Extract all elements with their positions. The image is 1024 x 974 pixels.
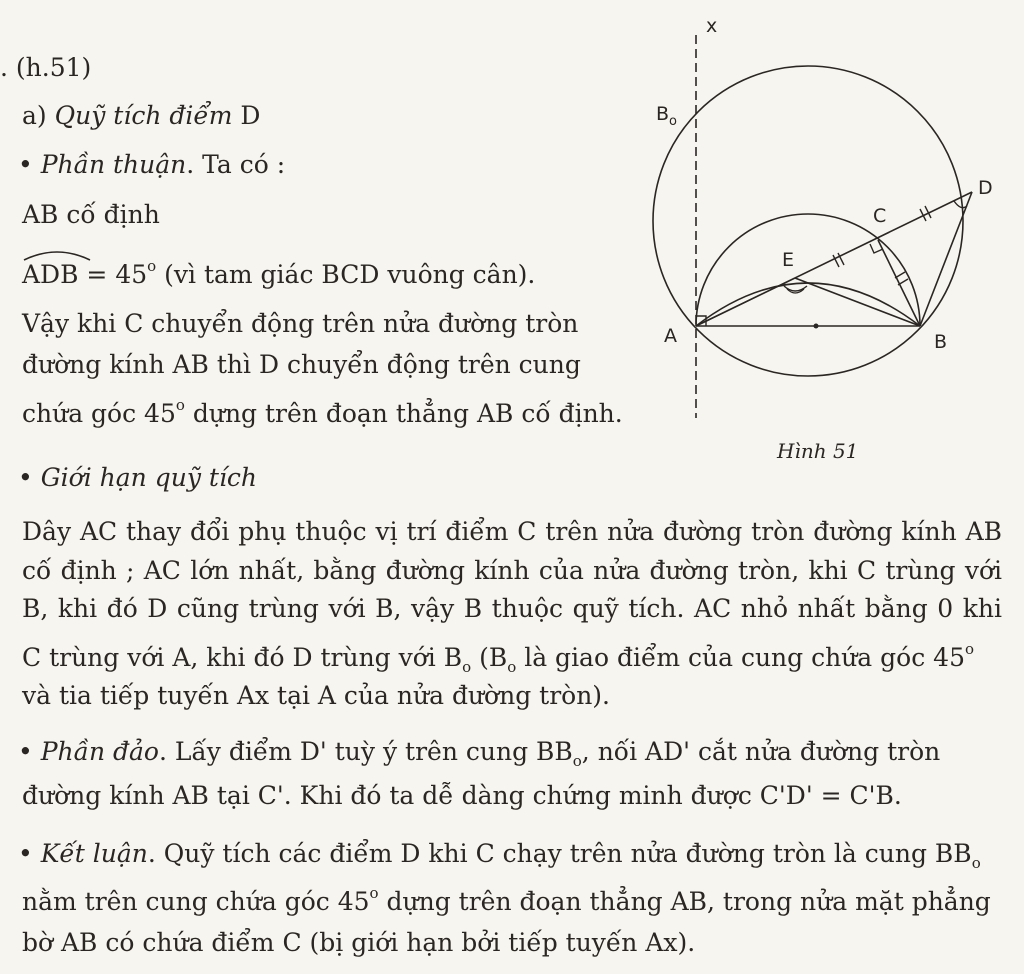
text-line: cố định ; AC lớn nhất, bằng đường kính của nửa đường tròn, khi C trùng với	[22, 556, 1002, 585]
text-line	[22, 396, 623, 428]
angle-d-icon	[954, 201, 967, 208]
label-c: C	[873, 205, 887, 227]
text-line: Vậy khi C chuyển động trên nửa đường tròn	[22, 309, 579, 338]
converse-line	[18, 737, 940, 770]
part-a-heading	[22, 101, 260, 130]
bullet: •	[18, 737, 33, 766]
figure-caption: Hình 51	[777, 439, 859, 463]
degree-sup: o	[369, 884, 379, 902]
limit-title: Giới hạn quỹ tích	[40, 463, 258, 492]
segment-eb	[795, 278, 920, 326]
limit-heading	[18, 463, 257, 492]
label-e: E	[782, 249, 795, 271]
text-part: chứa góc 45	[22, 399, 176, 428]
conclusion-title: Kết luận	[40, 839, 148, 868]
text-line: Dây AC thay đổi phụ thuộc vị trí điểm C trên nửa đường tròn đường kính AB	[22, 517, 1002, 546]
bullet: •	[18, 463, 33, 492]
text-line: bờ AB có chứa điểm C (bị giới hạn bởi tiếp tuyến Ax).	[22, 928, 696, 957]
geometry-figure	[640, 10, 1020, 470]
direct-part-text: . Ta có :	[186, 150, 286, 179]
segment-ae	[696, 278, 795, 326]
text-line: B, khi đó D cũng trùng với B, vậy B thuộc quỹ tích. AC nhỏ nhất bằng 0 khi	[22, 594, 1002, 623]
part-a-point: D	[232, 101, 261, 130]
problem-reference: . (h.51)	[0, 53, 92, 82]
bullet: •	[18, 150, 33, 179]
angle-reason: (vì tam giác BCD vuông cân).	[156, 260, 536, 289]
direct-part-line	[18, 150, 285, 179]
label-b: B	[934, 331, 948, 353]
center-point	[814, 324, 819, 329]
text-line: đường kính AB thì D chuyển động trên cung	[22, 350, 581, 379]
text-part: dựng trên đoạn thẳng AB, trong nửa mặt phẳng	[378, 887, 991, 916]
bullet: •	[18, 839, 33, 868]
subscript: o	[572, 752, 582, 770]
part-a-title: Quỹ tích điểm	[54, 101, 233, 130]
angle-eq: = 45	[78, 260, 148, 289]
label-x: x	[706, 15, 718, 37]
label-a: A	[664, 325, 677, 347]
angle-adb	[22, 260, 78, 289]
degree-sup: o	[175, 396, 185, 414]
text-part: , nối AD' cắt nửa đường tròn	[581, 737, 941, 766]
text-part: (B	[471, 643, 508, 672]
text-line: đường kính AB tại C'. Khi đó ta dễ dàng chứng minh được C'D' = C'B.	[22, 781, 902, 810]
converse-title: Phần đảo	[40, 737, 159, 766]
conclusion-line	[18, 839, 981, 872]
ab-fixed-line: AB cố định	[22, 200, 160, 229]
subscript: o	[462, 658, 472, 676]
locus-circle	[653, 66, 963, 376]
label-b0: $B_o$	[656, 103, 678, 129]
part-a-label: a)	[22, 101, 55, 130]
text-part: là giao điểm của cung chứa góc 45	[516, 643, 965, 672]
text-line	[22, 640, 974, 676]
degree-sup: o	[964, 640, 975, 658]
text-line: và tia tiếp tuyến Ax tại A của nửa đường tròn).	[22, 681, 611, 710]
angle-line	[22, 257, 535, 289]
arc-aeb	[696, 283, 920, 326]
text-part: . Quỹ tích các điểm D khi C chạy trên nửa đường tròn là cung BB	[147, 839, 972, 868]
subscript: o	[507, 658, 517, 676]
text-part: dựng trên đoạn thẳng AB cố định.	[184, 399, 623, 428]
text-part: C trùng với A, khi đó D trùng với B	[22, 643, 463, 672]
text-part: . Lấy điểm D' tuỳ ý trên cung BB	[158, 737, 573, 766]
subscript: o	[971, 854, 981, 872]
direct-part-title: Phần thuận	[40, 150, 187, 179]
degree-sup: o	[147, 257, 157, 275]
text-part: nằm trên cung chứa góc 45	[22, 887, 370, 916]
angle-adb-text: ADB	[22, 260, 79, 289]
text-line	[22, 884, 991, 916]
arc-mark-icon	[22, 246, 92, 262]
label-d: D	[978, 177, 993, 199]
